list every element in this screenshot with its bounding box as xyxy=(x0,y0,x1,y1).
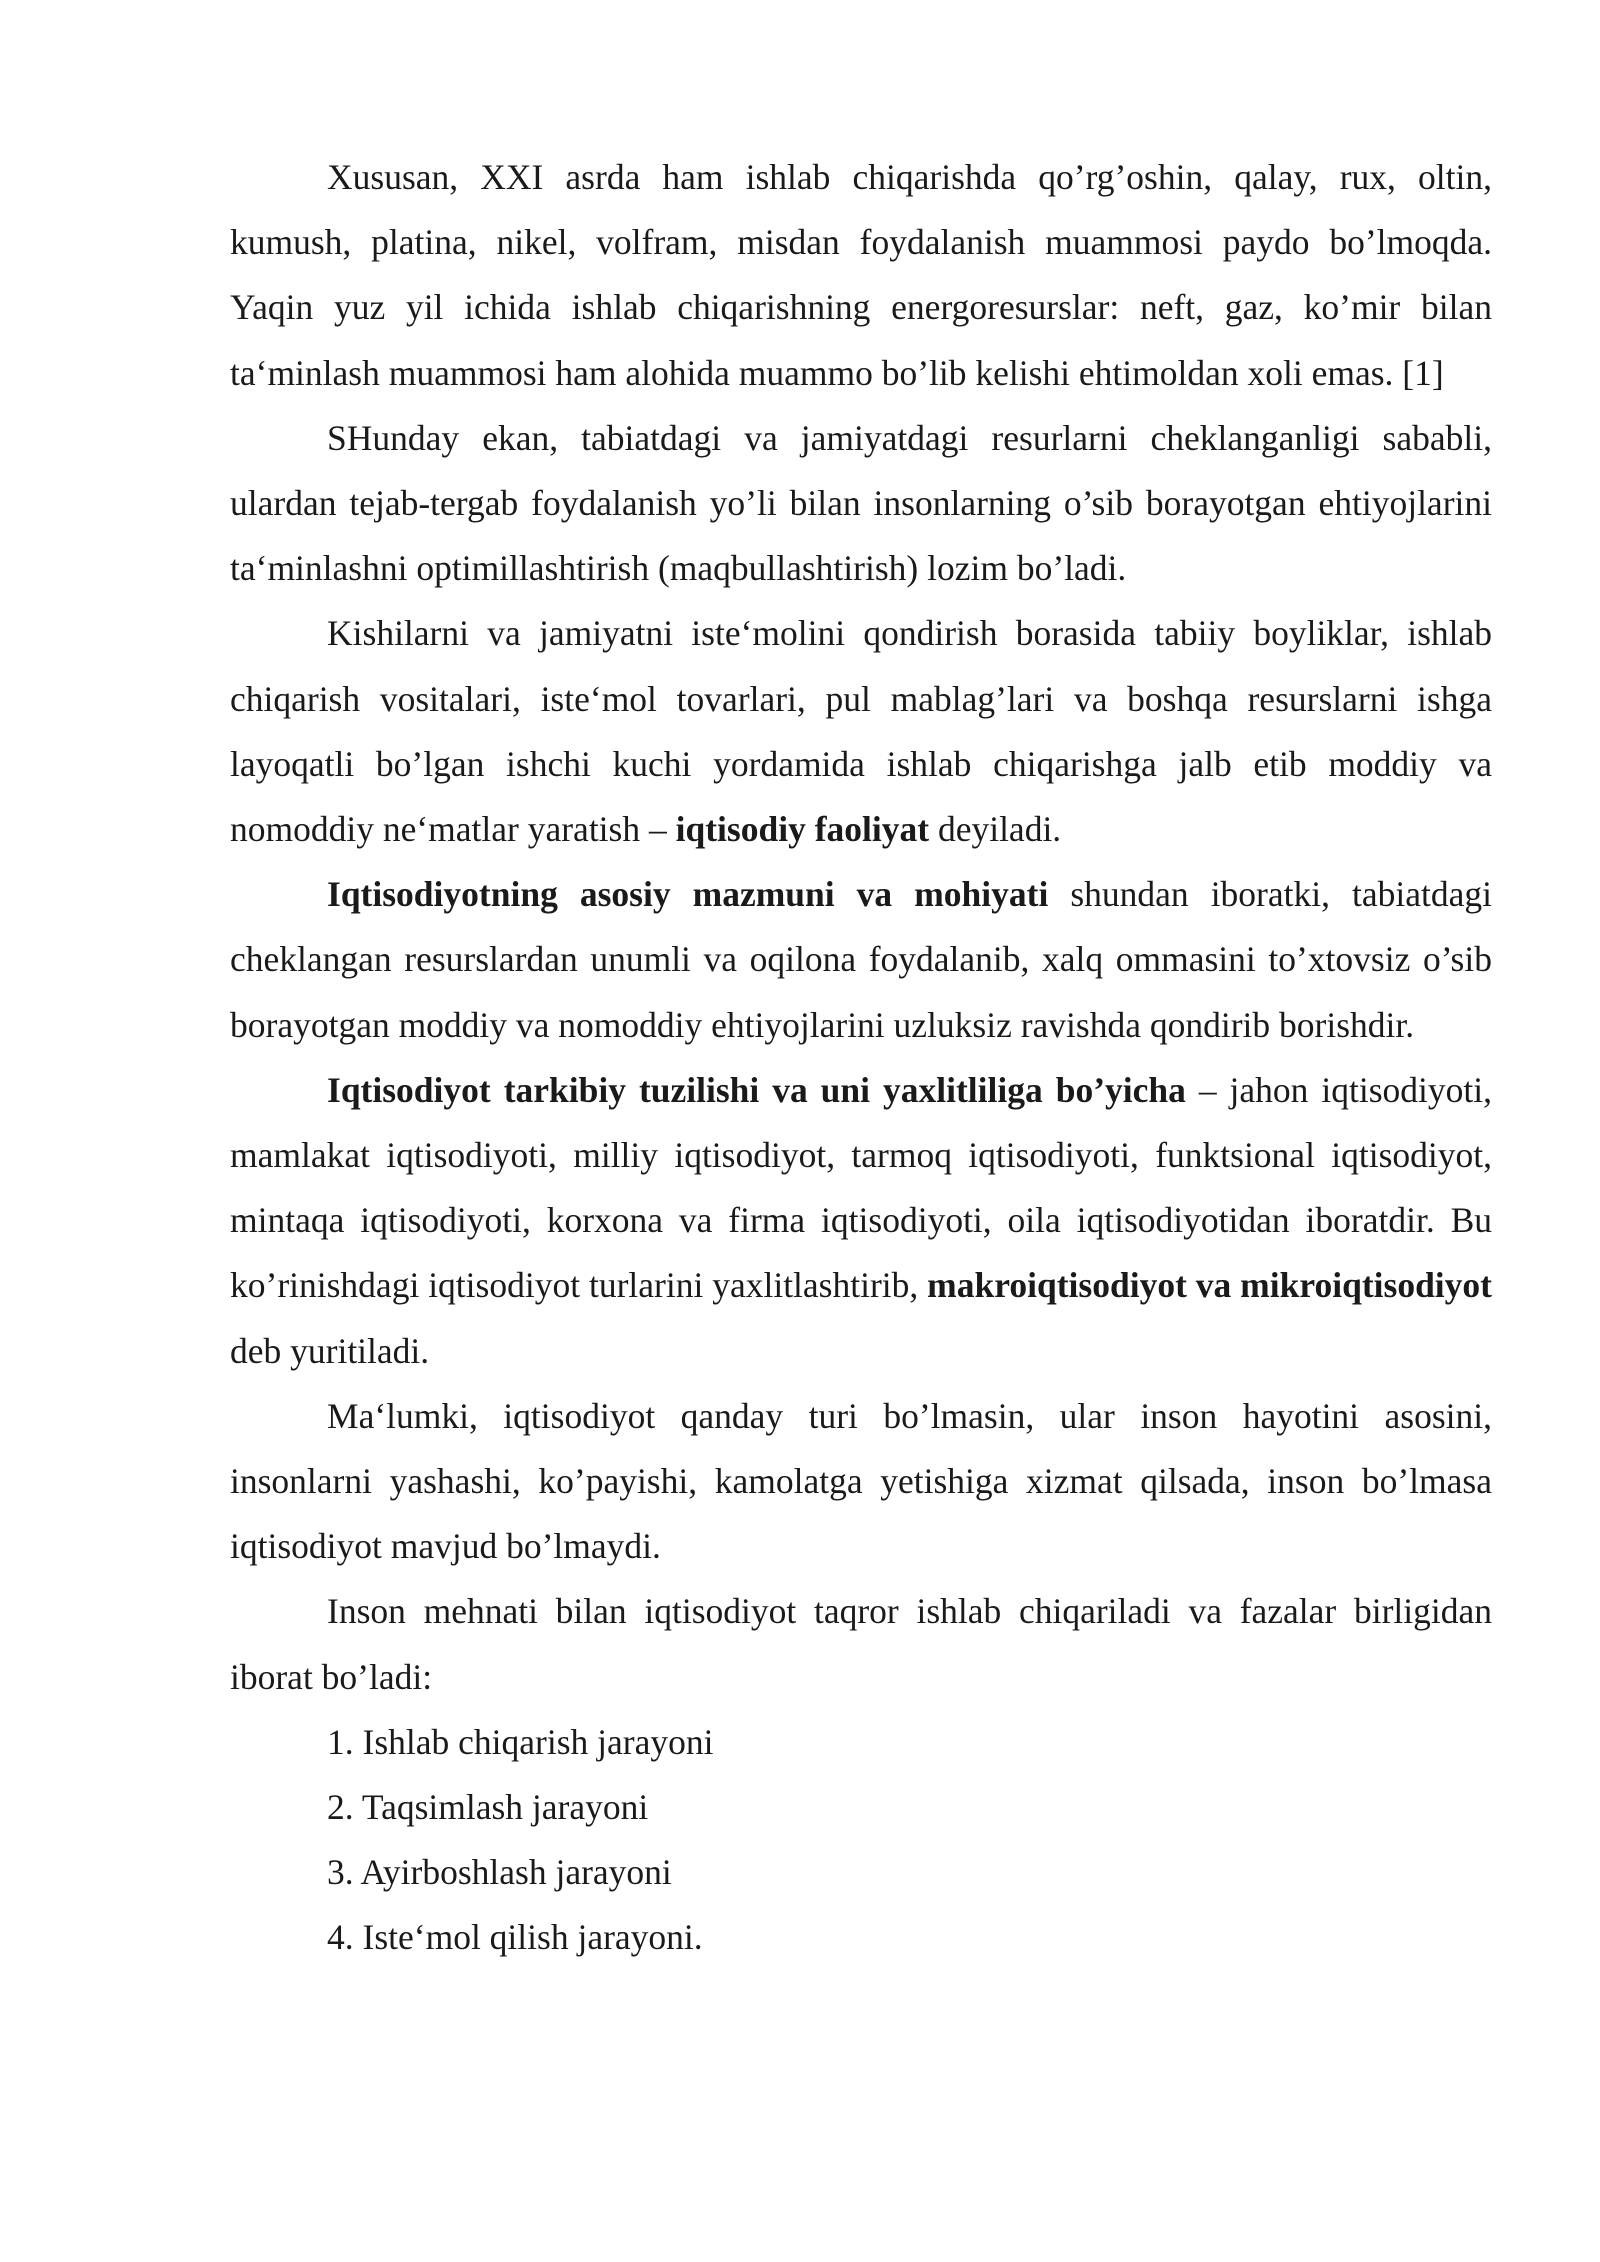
bold-term: makroiqtisodiyot va mikroiqtisodiyot xyxy=(927,1265,1492,1306)
bold-term: Iqtisodiyot tarkibiy tuzilishi va uni yaxlitliliga bo’yicha xyxy=(327,1069,1186,1110)
paragraph-optimization xyxy=(230,406,1492,602)
bold-term: Iqtisodiyotning asosiy mazmuni va mohiyati xyxy=(327,874,1049,915)
list-item: 3. Ayirboshlash jarayoni xyxy=(327,1852,672,1893)
paragraph-human-role xyxy=(230,1384,1492,1580)
paragraph-economy-structure xyxy=(230,1058,1492,1384)
list-item: 4. Iste‘mol qilish jarayoni. xyxy=(327,1917,703,1958)
paragraph-text: shundan iboratki, tabiatdagi cheklangan resurslardan unumli va oqilona foydalanib, xalq ommasini to’xtovsiz o’sib borayotgan moddiy va nomoddiy ehtiyojlarini uzluksiz ravishda qondirib borishdir. xyxy=(230,874,1492,1045)
paragraph-economic-activity xyxy=(230,601,1492,862)
paragraph-text: – jahon iqtisodiyoti, mamlakat iqtisodiyoti, milliy iqtisodiyot, tarmoq iqtisodiyoti, funktsional iqtisodiyot, mintaqa iqtisodiyoti, korxona va firma iqtisodiyoti, oila iqtisodiyotidan iboratdir. Bu ko’rinishdagi iqtisodiyot turlarini yaxlitlashtirib, xyxy=(230,1069,1492,1306)
paragraph-text: Xususan, XXI asrda ham ishlab chiqarishda qo’rg’oshin, qalay, rux, oltin, kumush, platina, nikel, volfram, misdan foydalanish muammosi paydo bo’lmoqda. Yaqin yuz yil ichida ishlab chiqarishning energoresurslar: neft, gaz, ko’mir bilan ta‘minlash muammosi ham alohida muammo bo’lib kelishi ehtimoldan xoli emas. [1] xyxy=(230,157,1492,393)
paragraph-text: Ma‘lumki, iqtisodiyot qanday turi bo’lmasin, ular inson hayotini asosini, insonlarni yashashi, ko’payishi, kamolatga yetishiga xizmat qilsada, inson bo’lmasa iqtisodiyot mavjud bo’lmaydi. xyxy=(230,1395,1492,1567)
document-body xyxy=(230,145,1492,1971)
paragraph-economy-essence xyxy=(230,862,1492,1058)
list-item: 1. Ishlab chiqarish jarayoni xyxy=(327,1721,714,1762)
list-item: 2. Taqsimlash jarayoni xyxy=(327,1787,649,1828)
paragraph-text: Inson mehnati bilan iqtisodiyot taqror ishlab chiqariladi va fazalar birligidan iborat bo’ladi: xyxy=(230,1591,1492,1697)
paragraph-text: deb yuritiladi. xyxy=(230,1330,430,1371)
paragraph-text: SHunday ekan, tabiatdagi va jamiyatdagi resurlarni cheklanganligi sababli, ulardan tejab-tergab foydalanish yo’li bilan insonlarning o’sib borayotgan ehtiyojlarini ta‘minlashni optimillashtirish (maqbullashtirish) lozim bo’ladi. xyxy=(230,417,1492,589)
paragraph-text: deyiladi. xyxy=(929,809,1062,850)
bold-term: iqtisodiy faoliyat xyxy=(675,809,930,850)
paragraph-phases-intro xyxy=(230,1579,1492,1709)
paragraph-resources-problem xyxy=(230,145,1492,406)
paragraph-text: Kishilarni va jamiyatni iste‘molini qondirish borasida tabiiy boyliklar, ishlab chiqarish vositalari, iste‘mol tovarlari, pul mablag’lari va boshqa resurslarni ishga layoqatli bo’lgan ishchi kuchi yordamida ishlab chiqarishga jalb etib moddiy va nomoddiy ne‘matlar yaratish – xyxy=(230,613,1492,850)
